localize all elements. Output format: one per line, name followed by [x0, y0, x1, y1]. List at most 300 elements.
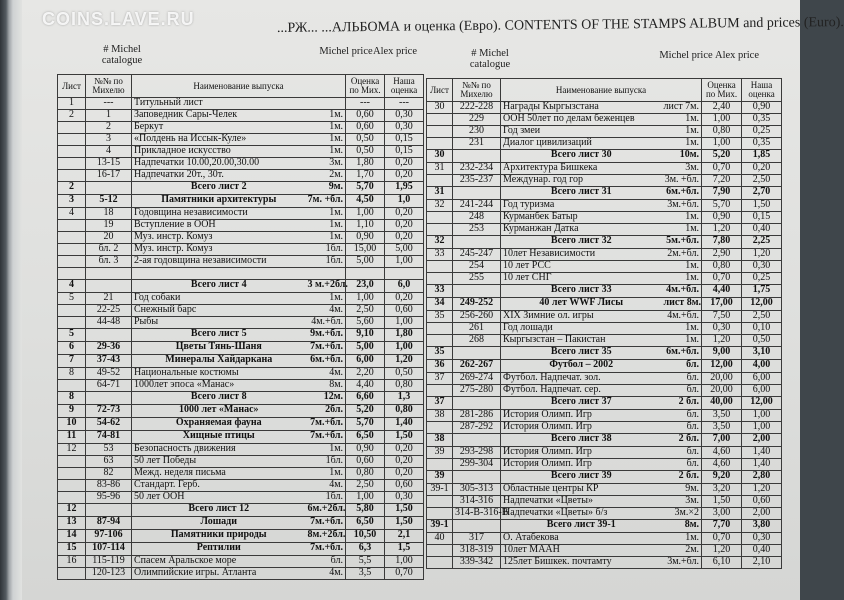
issue-quantity: 2бл. [306, 405, 346, 418]
sheet-number [58, 122, 86, 134]
sheet-number [58, 468, 86, 480]
our-estimate: 1,00 [385, 556, 424, 568]
sheet-number [58, 380, 86, 392]
sheet-number: 33 [427, 249, 453, 261]
sheet-number: 3 [58, 195, 86, 208]
issue-quantity: 1м. [662, 138, 702, 150]
issue-name: Всего лист 2 [132, 182, 306, 195]
our-estimate: 0,15 [742, 212, 782, 224]
sheet-number: 39 [427, 447, 453, 459]
michel-number: 54-62 [86, 418, 132, 431]
table-row [58, 170, 424, 182]
issue-name: Межд. неделя письма [132, 468, 306, 480]
michel-number: 253 [453, 224, 501, 236]
issue-name: 50 лет Победы [132, 456, 306, 468]
issue-name: Всего лист 35 [501, 347, 662, 360]
issue-name: Диалог цивилизаций [501, 138, 662, 150]
sheet-number [58, 232, 86, 244]
our-estimate: 1,40 [742, 447, 782, 459]
contents-table-left [57, 74, 424, 580]
our-estimate: 12,00 [742, 298, 782, 311]
table-row [58, 517, 424, 530]
table-row [427, 261, 782, 273]
our-estimate: 0,40 [742, 224, 782, 236]
table-row [58, 456, 424, 468]
michel-number: 245-247 [453, 249, 501, 261]
our-estimate: 1,95 [385, 182, 424, 195]
issue-name: 2-ая годовщина независимости [132, 256, 306, 268]
header-michel-estimate: Оценка по Мих. [346, 75, 385, 98]
issue-quantity: 7м.+бл. [306, 517, 346, 530]
issue-name: Охраняемая фауна [132, 418, 306, 431]
table-row [427, 249, 782, 261]
michel-estimate: --- [346, 98, 385, 110]
michel-estimate: 0,60 [346, 110, 385, 122]
sheet-number [427, 212, 453, 224]
table-row [427, 545, 782, 557]
issue-name: История Олимп. Игр [501, 459, 662, 471]
our-estimate: 0,10 [742, 323, 782, 335]
sheet-number: 31 [427, 163, 453, 175]
table-row [58, 158, 424, 170]
sheet-number: 39-1 [427, 484, 453, 496]
issue-quantity: 6м.+бл. [662, 347, 702, 360]
table-row [427, 175, 782, 187]
issue-quantity: 7м. +бл. [306, 195, 346, 208]
michel-estimate: 5,70 [346, 418, 385, 431]
michel-number: 22-25 [86, 305, 132, 317]
issue-quantity: 1м. [662, 224, 702, 236]
sheet-number: 10 [58, 418, 86, 431]
table-row [58, 146, 424, 158]
header-name: Наименование выпуска [501, 79, 702, 102]
issue-quantity: 9м.+бл. [306, 329, 346, 342]
table-row [427, 200, 782, 212]
issue-name: Всего лист 32 [501, 236, 662, 249]
michel-estimate: 7,20 [702, 175, 742, 187]
our-estimate: 1,20 [385, 355, 424, 368]
sheet-number: 11 [58, 431, 86, 444]
issue-name: Всего лист 38 [501, 434, 662, 447]
michel-estimate: 5,5 [346, 556, 385, 568]
issue-name: ООН 50лет по делам беженцев [501, 114, 662, 126]
michel-number: 314-316 [453, 496, 501, 508]
issue-quantity: 7м.+бл. [306, 431, 346, 444]
our-estimate: 0,60 [385, 305, 424, 317]
our-estimate: 1,40 [385, 418, 424, 431]
table-row [427, 496, 782, 508]
table-row [58, 444, 424, 456]
michel-number: бл. 3 [86, 256, 132, 268]
table-row [427, 373, 782, 385]
issue-name: Всего лист 12 [132, 504, 306, 517]
michel-number: 87-94 [86, 517, 132, 530]
michel-estimate: 5,70 [702, 200, 742, 212]
michel-number [86, 329, 132, 342]
sheet-number: 32 [427, 236, 453, 249]
issue-name: Цветы Тянь-Шаня [132, 342, 306, 355]
issue-quantity: 4м. [306, 305, 346, 317]
michel-estimate: 1,00 [346, 293, 385, 305]
michel-number: 107-114 [86, 543, 132, 556]
michel-number: 120-123 [86, 568, 132, 580]
sheet-number [58, 256, 86, 268]
issue-name: «Полдень на Иссык-Куле» [132, 134, 306, 146]
michel-estimate: 5,00 [346, 342, 385, 355]
sheet-number [427, 114, 453, 126]
issue-quantity: 5м.+бл. [662, 236, 702, 249]
our-estimate: 1,50 [385, 431, 424, 444]
sheet-number: 12 [58, 444, 86, 456]
michel-number: 255 [453, 273, 501, 285]
table-row [58, 232, 424, 244]
issue-quantity: 1м. [662, 114, 702, 126]
issue-name: Награды Кыргызстана [501, 102, 662, 114]
table-row [58, 98, 424, 110]
issue-quantity: 1м. [662, 261, 702, 273]
issue-name: Рыбы [132, 317, 306, 329]
issue-quantity: 3м.+бл. [662, 557, 702, 569]
our-estimate: 0,20 [742, 163, 782, 175]
issue-quantity: 4м. [306, 368, 346, 380]
michel-estimate: 1,80 [346, 158, 385, 170]
issue-name: Всего лист 39 [501, 471, 662, 484]
table-row [58, 492, 424, 504]
table-row [427, 236, 782, 249]
table-row [427, 347, 782, 360]
michel-number: 1 [86, 110, 132, 122]
issue-name: Вступление в ООН [132, 220, 306, 232]
our-estimate: 1,50 [385, 504, 424, 517]
michel-number: 318-319 [453, 545, 501, 557]
issue-quantity: 6м.+2бл. [306, 504, 346, 517]
sheet-number: 7 [58, 355, 86, 368]
michel-estimate: 3,00 [702, 508, 742, 520]
issue-quantity: 1бл. [306, 456, 346, 468]
sheet-number [58, 220, 86, 232]
issue-quantity: 8м.+2бл. [306, 530, 346, 543]
our-estimate: 2,50 [742, 175, 782, 187]
michel-estimate: 17,00 [702, 298, 742, 311]
michel-number: 235-237 [453, 175, 501, 187]
issue-quantity: 2м. [306, 170, 346, 182]
issue-quantity [306, 268, 346, 280]
issue-name: 1000 лет «Манас» [132, 405, 306, 418]
sheet-number: 9 [58, 405, 86, 418]
sheet-number: 31 [427, 187, 453, 200]
sheet-number [58, 317, 86, 329]
michel-estimate: 5,60 [346, 317, 385, 329]
our-estimate: 0,30 [742, 261, 782, 273]
table-row [58, 305, 424, 317]
alex-price-header-right: Alex price [714, 50, 760, 61]
michel-estimate: 6,10 [702, 557, 742, 569]
sheet-number: 1 [58, 98, 86, 110]
sheet-number: 14 [58, 530, 86, 543]
sheet-number: 35 [427, 311, 453, 323]
table-row [427, 385, 782, 397]
table-row [427, 422, 782, 434]
our-estimate: 1,75 [742, 285, 782, 298]
michel-estimate: 0,80 [702, 261, 742, 273]
header-michel-no: №№ по Михелю [86, 75, 132, 98]
table-row [58, 195, 424, 208]
michel-price-header-left: Michel price [319, 46, 373, 57]
michel-estimate: 2,40 [702, 102, 742, 114]
issue-name: Всего лист 4 [132, 280, 306, 293]
michel-estimate: 0,90 [702, 212, 742, 224]
michel-number: 241-244 [453, 200, 501, 212]
issue-name: Кыргызстан – Пакистан [501, 335, 662, 347]
issue-name: Памятники природы [132, 530, 306, 543]
sheet-number: 2 [58, 182, 86, 195]
michel-estimate: 5,00 [346, 256, 385, 268]
issue-name: Рептилии [132, 543, 306, 556]
table-row [427, 114, 782, 126]
michel-estimate: 0,60 [346, 122, 385, 134]
issue-name: Всего лист 39-1 [501, 520, 662, 533]
michel-estimate: 7,80 [702, 236, 742, 249]
michel-estimate: 0,60 [346, 456, 385, 468]
michel-estimate: 5,70 [346, 182, 385, 195]
michel-number: 254 [453, 261, 501, 273]
alex-price-header-left: Alex price [372, 46, 418, 57]
sheet-number: 5 [58, 329, 86, 342]
michel-catalogue-header-left: # Michel catalogue [101, 44, 143, 66]
michel-number [86, 280, 132, 293]
michel-estimate: 20,00 [702, 373, 742, 385]
sheet-number [427, 459, 453, 471]
our-estimate: 0,60 [742, 496, 782, 508]
issue-quantity: 7м.+бл. [306, 342, 346, 355]
our-estimate: 4,00 [742, 360, 782, 373]
issue-quantity: бл. [662, 410, 702, 422]
issue-quantity: лист 8м. [662, 298, 702, 311]
table-row [427, 224, 782, 236]
table-row [427, 285, 782, 298]
michel-number: бл. 2 [86, 244, 132, 256]
michel-estimate: 1,70 [346, 170, 385, 182]
michel-estimate: 0,70 [702, 533, 742, 545]
michel-number: 4 [86, 146, 132, 158]
our-estimate: 0,20 [385, 220, 424, 232]
issue-quantity: бл. [662, 360, 702, 373]
table-row [58, 418, 424, 431]
table-row [58, 431, 424, 444]
header-sheet: Лист [58, 75, 86, 98]
michel-number: 293-298 [453, 447, 501, 459]
sheet-number [58, 456, 86, 468]
our-estimate: 1,00 [742, 422, 782, 434]
table-row [58, 110, 424, 122]
our-estimate: 1,00 [385, 256, 424, 268]
issue-name: Спасем Аральское море [132, 556, 306, 568]
table-row [427, 150, 782, 163]
michel-price-header-right: Michel price [659, 50, 713, 61]
michel-number [453, 285, 501, 298]
michel-estimate: 3,50 [702, 422, 742, 434]
issue-name: История Олимп. Игр [501, 447, 662, 459]
sheet-number: 15 [58, 543, 86, 556]
our-estimate: 1,80 [385, 329, 424, 342]
michel-estimate [346, 268, 385, 280]
michel-number [453, 236, 501, 249]
issue-quantity: 3м. [662, 496, 702, 508]
issue-name: Курманбек Батыр [501, 212, 662, 224]
issue-name: Муз. инстр. Комуз [132, 244, 306, 256]
our-estimate: 1,20 [742, 249, 782, 261]
sheet-number [427, 385, 453, 397]
issue-quantity: 1м. [306, 232, 346, 244]
our-estimate: 6,00 [742, 373, 782, 385]
sheet-number [58, 492, 86, 504]
issue-name: Всего лист 37 [501, 397, 662, 410]
issue-quantity: 12м. [306, 392, 346, 405]
our-estimate: 0,20 [385, 468, 424, 480]
our-estimate: 0,90 [742, 102, 782, 114]
table-header-row [58, 75, 424, 98]
table-row [427, 138, 782, 150]
michel-number [86, 182, 132, 195]
issue-quantity: 1м. [306, 122, 346, 134]
issue-quantity: 9м. [662, 484, 702, 496]
sheet-number [427, 335, 453, 347]
table-row [427, 212, 782, 224]
issue-name: Всего лист 31 [501, 187, 662, 200]
table-row [58, 530, 424, 543]
our-estimate: 5,00 [385, 244, 424, 256]
our-estimate: 3,80 [742, 520, 782, 533]
michel-number [453, 397, 501, 410]
issue-name: Стандарт. Герб. [132, 480, 306, 492]
table-row [58, 329, 424, 342]
table-row [58, 556, 424, 568]
sheet-number: 16 [58, 556, 86, 568]
michel-estimate: 5,20 [702, 150, 742, 163]
table-row [427, 187, 782, 200]
michel-estimate: 4,40 [346, 380, 385, 392]
header-michel-estimate: Оценка по Мих. [702, 79, 742, 102]
table-header-row [427, 79, 782, 102]
sheet-number [427, 496, 453, 508]
michel-number [453, 520, 501, 533]
our-estimate: 0,35 [742, 114, 782, 126]
issue-quantity: 1м. [306, 444, 346, 456]
issue-quantity: 1бл. [306, 244, 346, 256]
sheet-number: 39-1 [427, 520, 453, 533]
issue-quantity: 1бл. [306, 492, 346, 504]
sheet-number [427, 138, 453, 150]
table-row [58, 122, 424, 134]
issue-name: XIX Зимние ол. игры [501, 311, 662, 323]
michel-estimate: 1,20 [702, 545, 742, 557]
table-row [427, 102, 782, 114]
issue-quantity: 4м.+бл. [306, 317, 346, 329]
michel-estimate: 7,70 [702, 520, 742, 533]
header-our-estimate: Наша оценка [385, 75, 424, 98]
issue-name: Футбол – 2002 [501, 360, 662, 373]
issue-quantity: бл. [662, 447, 702, 459]
our-estimate: 0,30 [742, 533, 782, 545]
michel-estimate: 0,50 [346, 134, 385, 146]
our-estimate: 0,60 [385, 480, 424, 492]
sheet-number: 4 [58, 208, 86, 220]
sheet-number [58, 268, 86, 280]
issue-name: Хищные птицы [132, 431, 306, 444]
michel-estimate: 4,60 [702, 459, 742, 471]
our-estimate [385, 268, 424, 280]
michel-number: 37-43 [86, 355, 132, 368]
sheet-number: 36 [427, 360, 453, 373]
our-estimate: --- [385, 98, 424, 110]
michel-number [453, 150, 501, 163]
table-row [58, 244, 424, 256]
issue-name: Надпечатки «Цветы» [501, 496, 662, 508]
issue-name: Лошади [132, 517, 306, 530]
michel-estimate: 7,90 [702, 187, 742, 200]
our-estimate: 1,50 [385, 517, 424, 530]
table-row [427, 471, 782, 484]
sheet-number [58, 170, 86, 182]
michel-estimate: 2,50 [346, 305, 385, 317]
our-estimate: 6,0 [385, 280, 424, 293]
michel-number [453, 471, 501, 484]
michel-estimate: 23,0 [346, 280, 385, 293]
table-row [427, 410, 782, 422]
our-estimate: 2,10 [742, 557, 782, 569]
issue-name: Год собаки [132, 293, 306, 305]
our-estimate: 2,25 [742, 236, 782, 249]
table-row [58, 355, 424, 368]
michel-estimate: 7,50 [702, 311, 742, 323]
michel-number: 230 [453, 126, 501, 138]
issue-name: Всего лист 5 [132, 329, 306, 342]
michel-estimate: 1,50 [702, 496, 742, 508]
table-row [427, 311, 782, 323]
header-sheet: Лист [427, 79, 453, 102]
our-estimate: 2,80 [742, 471, 782, 484]
issue-name: Заповедник Сары-Челек [132, 110, 306, 122]
our-estimate: 1,50 [742, 200, 782, 212]
michel-estimate: 1,10 [346, 220, 385, 232]
issue-quantity: 8м. [306, 380, 346, 392]
sheet-number [427, 126, 453, 138]
sheet-number [58, 480, 86, 492]
sheet-number: 35 [427, 347, 453, 360]
our-estimate: 2,70 [742, 187, 782, 200]
issue-name: Надпечатки 20т., 30т. [132, 170, 306, 182]
our-estimate: 12,00 [742, 397, 782, 410]
our-estimate: 1,40 [742, 459, 782, 471]
our-estimate: 0,15 [385, 146, 424, 158]
michel-number: 97-106 [86, 530, 132, 543]
michel-number: 248 [453, 212, 501, 224]
sheet-number: 5 [58, 293, 86, 305]
michel-number: 5-12 [86, 195, 132, 208]
issue-quantity: 2 бл. [662, 471, 702, 484]
table-row [427, 126, 782, 138]
sheet-number: 4 [58, 280, 86, 293]
sheet-number [427, 323, 453, 335]
sheet-number [427, 508, 453, 520]
sheet-number [58, 305, 86, 317]
issue-quantity: 2м.+бл. [662, 249, 702, 261]
our-estimate: 0,20 [385, 293, 424, 305]
michel-estimate: 40,00 [702, 397, 742, 410]
michel-number: 115-119 [86, 556, 132, 568]
sheet-number [58, 134, 86, 146]
michel-estimate: 0,50 [346, 146, 385, 158]
